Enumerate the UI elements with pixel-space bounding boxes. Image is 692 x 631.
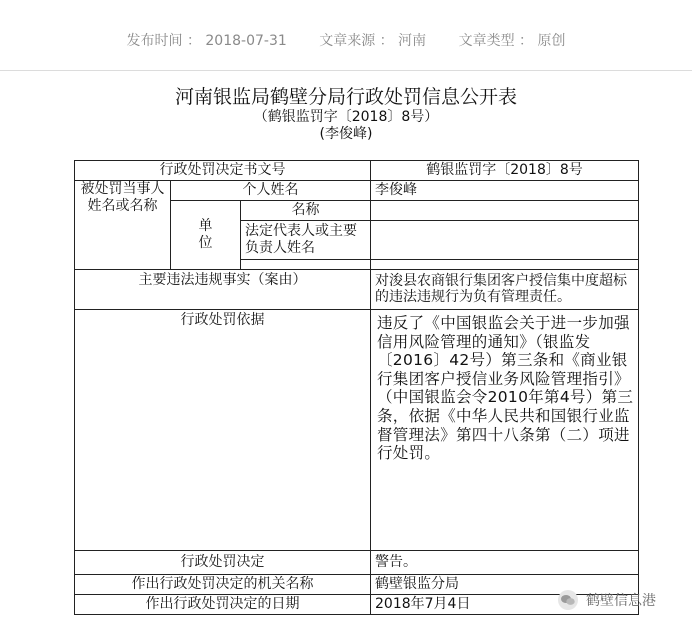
authority-label: 作出行政处罚决定的机关名称 xyxy=(75,574,371,594)
person-name-heading: (李俊峰) xyxy=(319,126,373,142)
table-row xyxy=(75,309,639,550)
divider xyxy=(0,70,692,71)
wechat-icon xyxy=(558,590,578,610)
basis-value: 违反了《中国银监会关于进一步加强信用风险管理的通知》（银监发〔2016〕42号）第三条和《商业银行集团客户授信业务风险管理指引》（中国银监会令2010年第4号）第三条，依据《中华人民共和国银行业监督管理法》第四十八条第（二）项进行处罚。 xyxy=(371,309,639,550)
date-label: 作出行政处罚决定的日期 xyxy=(75,594,371,614)
facts-value: 对浚县农商银行集团客户授信集中度超标的违法违规行为负有管理责任。 xyxy=(371,269,639,309)
document-title: 河南银监局鹤壁分局行政处罚信息公开表 xyxy=(174,86,517,108)
person-name-label: 个人姓名 xyxy=(171,181,371,201)
date-value: 2018年7月4日 xyxy=(371,594,639,614)
legal-rep-value xyxy=(371,221,639,259)
facts-label: 主要违法违规事实（案由） xyxy=(75,269,371,309)
party-label: 被处罚当事人姓名或名称 xyxy=(75,181,171,270)
article-source: 文章来源 ： 河南 xyxy=(319,33,427,49)
case-number: （鹤银监罚字〔2018〕8号） xyxy=(253,109,439,125)
unit-name-label: 名称 xyxy=(241,201,371,221)
doc-no-label: 行政处罚决定书文号 xyxy=(75,161,371,181)
publish-time: 发布时间 ： 2018-07-31 xyxy=(126,33,287,49)
article-meta xyxy=(0,30,692,50)
unit-name-value xyxy=(371,201,639,221)
table-row xyxy=(75,574,639,594)
article-type: 文章类型 ： 原创 xyxy=(458,33,566,49)
decision-value: 警告。 xyxy=(371,550,639,574)
table-row xyxy=(75,181,639,201)
penalty-table xyxy=(74,160,639,615)
authority-value: 鹤壁银监分局 xyxy=(371,574,639,594)
person-name-value: 李俊峰 xyxy=(371,181,639,201)
unit-label: 单位 xyxy=(171,201,241,269)
table-row xyxy=(75,594,639,614)
table-row xyxy=(75,550,639,574)
decision-label: 行政处罚决定 xyxy=(75,550,371,574)
watermark-text: 鹤壁信息港 xyxy=(586,593,656,609)
doc-no-value: 鹤银监罚字〔2018〕8号 xyxy=(371,161,639,181)
table-row xyxy=(75,161,639,181)
legal-rep-label: 法定代表人或主要负责人姓名 xyxy=(241,221,371,259)
table-row xyxy=(75,269,639,309)
watermark xyxy=(558,589,656,611)
basis-label: 行政处罚依据 xyxy=(75,309,371,550)
